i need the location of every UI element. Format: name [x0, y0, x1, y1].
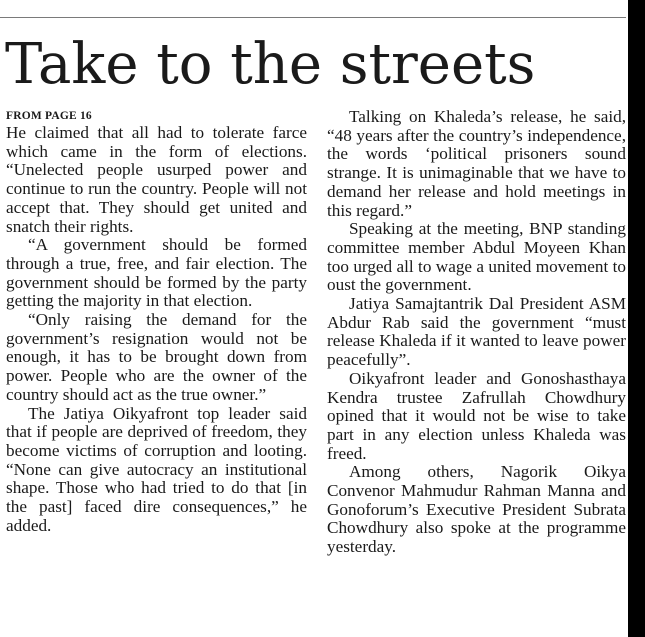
paragraph: Talking on Khaleda’s release, he said, “48 years after the country’s independence, the words ‘political prisoners sound strange. It is unimaginable that we have to demand her release and hold meetings in this regard.” — [327, 107, 626, 220]
paragraph: “A government should be formed through a true, free, and fair election. The government should be formed by the party getting the majority in that election. — [6, 235, 307, 311]
page-edge-bar — [628, 0, 645, 637]
jump-line: FROM PAGE 16 — [6, 110, 92, 122]
top-rule — [0, 17, 626, 18]
headline: Take to the streets — [5, 32, 536, 97]
paragraph: Jatiya Samajtantrik Dal President ASM Abdur Rab said the government “must release Khaleda if it wanted to leave power peacefully”. — [327, 294, 626, 370]
paragraph: “Only raising the demand for the government’s resignation would not be enough, it has to be brought down from power. People who are the owner of the country should act as the true owner.” — [6, 310, 307, 404]
left-column — [6, 108, 307, 535]
paragraph: Oikyafront leader and Gonoshasthaya Kendra trustee Zafrullah Chowdhury opined that it would not be wise to take part in any election unless Khaleda was freed. — [327, 368, 626, 463]
paragraph: Among others, Nagorik Oikya Convenor Mahmudur Rahman Manna and Gonoforum’s Executive President Subrata Chowdhury also spoke at the programme yesterday. — [327, 462, 626, 557]
paragraph: Speaking at the meeting, BNP standing committee member Abdul Moyeen Khan too urged all to wage a united movement to oust the government. — [327, 219, 626, 295]
right-column — [327, 108, 626, 557]
paragraph: He claimed that all had to tolerate farce which came in the form of elections. “Unelected people usurped power and continue to run the country. People will not accept that. They should get united and snatch their rights. — [6, 123, 307, 236]
paragraph: The Jatiya Oikyafront top leader said that if people are deprived of freedom, they become victims of corruption and looting. “None can give autocracy an institutional shape. Those who had tried to do that [in the past] faced dire consequences,” he added. — [6, 403, 307, 535]
